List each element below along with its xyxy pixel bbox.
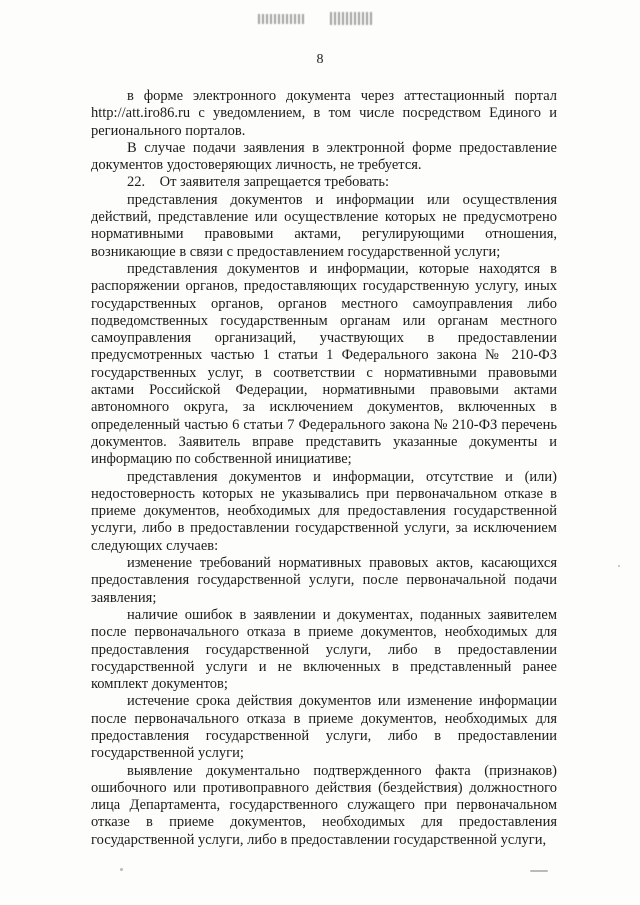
paragraph-8: наличие ошибок в заявлении и документах, поданных заявителем после первоначального отказа в приеме документов, необходимых для предоставления государственной услуги, либо в предоставлении государственной услуги и не включенных в представленный ранее комплект документов; [91, 606, 557, 693]
paragraph-4: представления документов и информации или осуществления действий, представление или осуществление которых не предусмотрено нормативными правовыми актами, регулирующими отношения, возникающие в связи с предоставлением государственной услуги; [91, 191, 557, 260]
scan-speck [530, 870, 548, 872]
paragraph-9: истечение срока действия документов или изменение информации после первоначального отказа в приеме документов, необходимых для предоставления государственной услуги, либо в предоставлении государственной услуги; [91, 693, 557, 762]
paragraph-1: в форме электронного документа через аттестационный портал http://att.iro86.ru с уведомлением, в том числе посредством Единого и регионального порталов. [91, 88, 557, 139]
paragraph-5: представления документов и информации, которые находятся в распоряжении органов, предоставляющих государственную услугу, иных государственных органов, органов местного самоуправления либо подведомственных государственным органам или органам местного самоуправления организаций, участвующих в предоставлении предусмотренных частью 1 статьи 1 Федерального закона № 210-ФЗ государственных услуг, в соответствии с нормативными правовыми актами Российской Федерации, нормативными правовыми актами автономного округа, за исключением документов, включенных в определенный частью 6 статьи 7 Федерального закона № 210-ФЗ перечень документов. Заявитель вправе представить указанные документы и информацию по собственной инициативе; [91, 260, 557, 468]
scan-artifact-right [330, 12, 372, 25]
paragraph-6: представления документов и информации, отсутствие и (или) недостоверность которых не указывались при первоначальном отказе в приеме документов, необходимых для предоставления государственной услуги, либо в предоставлении государственной услуги, за исключением следующих случаев: [91, 468, 557, 554]
page-number: 8 [316, 52, 324, 67]
scan-speck [618, 565, 620, 567]
paragraph-7: изменение требований нормативных правовых актов, касающихся предоставления государственной услуги, после первоначальной подачи заявления; [91, 555, 557, 606]
body-text [91, 88, 557, 849]
scan-artifact-left [258, 14, 304, 24]
paragraph-3-item-22: 22. От заявителя запрещается требовать: [127, 174, 390, 191]
paragraph-2: В случае подачи заявления в электронной форме предоставление документов удостоверяющих личность, не требуется. [91, 139, 557, 174]
paragraph-10: выявление документально подтвержденного факта (признаков) ошибочного или противоправного действия (бездействия) должностного лица Департамента, государственного служащего при первоначальном отказе в приеме документов, необходимых для предоставления государственной услуги, либо в предоставлении государственной услуги, [91, 762, 557, 848]
scan-speck [120, 868, 123, 871]
